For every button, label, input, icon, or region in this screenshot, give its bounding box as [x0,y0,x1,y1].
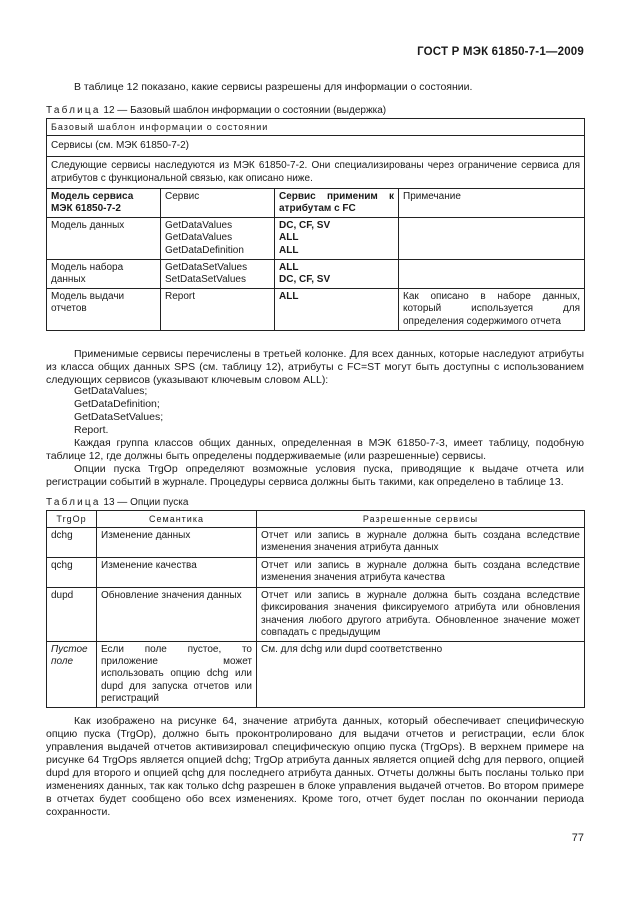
table12-note: Следующие сервисы наследуются из МЭК 61850-7-2. Они специализированы через ограничение сервиса для атрибутов с функциональной связью, как описано ниже. [47,157,585,188]
row-semantics: Изменение качества [97,558,257,588]
row-services: Отчет или запись в журнале должна быть создана вследствие изменения значения атрибута данных [257,528,585,558]
table-13 [46,510,585,708]
paragraph-figure64: Как изображено на рисунке 64, значение атрибута данных, который обеспечивает специфическую опцию пуска (TrgOp), должно быть проконтролировано для выдачи отчетов и регистрации, если блок управления выдачей отчетов активизировал специфическую опцию пуска (TrgOps). В верхнем примере на рисунке 64 TrgOps является опцией dchg; TrgOp атрибута данных является опцией dchg для первого, опцией dupd для второго и опцией qchg для последнего атрибута данных. Отчеты должны быть посланы только при изменениях данных, так как только dchg разрешен в блоке управления выдачей отчетов. Во втором примере в отчетах будет сообщено обо всех изменениях. Кроме того, отчет будет послан по окончании периода сохранности. [46,715,584,818]
table-row [47,218,585,260]
row-semantics: Изменение данных [97,528,257,558]
row-note [399,259,585,288]
row-fc: ALL [275,289,399,331]
row-fc: ALL DC, CF, SV [275,259,399,288]
intro-paragraph: В таблице 12 показано, какие сервисы разрешены для информации о состоянии. [74,81,473,93]
table12-title: Базовый шаблон информации о состоянии [47,119,585,136]
row-services: GetDataSetValues SetDataSetValues [161,259,275,288]
paragraph-trgop: Опции пуска TrgOp определяют возможные условия пуска, приводящие к выдаче отчета или регистрации событий в журнале. Процедуры сервиса должны быть такими, как определено в таблице 13. [46,463,584,488]
table-row [47,588,585,642]
row-semantics: Если поле пустое, то приложение может использовать опцию dchg или dupd для запуска отчетов или регистраций [97,642,257,708]
row-services: Отчет или запись в журнале должна быть создана вследствие фиксирования значения фиксируемого атрибута или обновления значения любого другого атрибута. Обновленное значение может совпадать с предыдущим [257,588,585,642]
table-row [47,528,585,558]
row-note: Как описано в наборе данных, который используется для определения содержимого отчета [399,289,585,331]
row-op: dchg [47,528,97,558]
page-header: ГОСТ Р МЭК 61850-7-1—2009 [417,46,584,58]
table-12 [46,118,585,331]
services-list [74,385,163,437]
table13-header-trgop: TrgOp [47,511,97,528]
list-item: GetDataValues; [74,385,148,397]
table12-header-service: Сервис [161,188,275,217]
row-services: GetDataValues GetDataValues GetDataDefinition [161,218,275,260]
row-op: dupd [47,588,97,642]
row-note [399,218,585,260]
row-model: Модель данных [47,218,161,260]
list-item: GetDataSetValues; [74,411,164,423]
row-op: Пустое поле [47,642,97,708]
table-row [47,642,585,708]
table13-header-services: Разрешенные сервисы [257,511,585,528]
row-services: Отчет или запись в журнале должна быть создана вследствие изменения значения атрибута качества [257,558,585,588]
row-fc: DC, CF, SV ALL ALL [275,218,399,260]
table-row [47,259,585,288]
row-model: Модель выдачи отчетов [47,289,161,331]
table-row [47,289,585,331]
row-services: См. для dchg или dupd соответственно [257,642,585,708]
table-row [47,558,585,588]
page-number: 77 [571,832,584,844]
table12-services-ref: Сервисы (см. МЭК 61850-7-2) [47,136,585,157]
table12-header-fc: Сервис применим к атрибутам с FC [275,188,399,217]
list-item: GetDataDefinition; [74,398,160,410]
paragraph-applicable-services: Применимые сервисы перечислены в третьей колонке. Для всех данных, которые наследуют атрибуты из класса общих данных SPS (см. таблицу 12), атрибуты с FC=ST могут быть доступны с использованием следующих сервисов (указывают ключевым словом ALL): [46,348,584,386]
paragraph-cdc-groups: Каждая группа классов общих данных, определенная в МЭК 61850-7-3, имеет таблицу, подобную таблице 12, где должны быть определены поддерживаемые (или разрешенные) сервисы. [46,437,584,462]
table12-header-note: Примечание [399,188,585,217]
table13-header-semantics: Семантика [97,511,257,528]
row-model: Модель набора данных [47,259,161,288]
table12-header-model: Модель сервиса МЭК 61850-7-2 [47,188,161,217]
table13-caption: Таблица 13 — Опции пуска [46,497,189,508]
table12-caption: Таблица 12 — Базовый шаблон информации о состоянии (выдержка) [46,105,387,116]
list-item: Report. [74,424,109,436]
row-services: Report [161,289,275,331]
row-op: qchg [47,558,97,588]
row-semantics: Обновление значения данных [97,588,257,642]
